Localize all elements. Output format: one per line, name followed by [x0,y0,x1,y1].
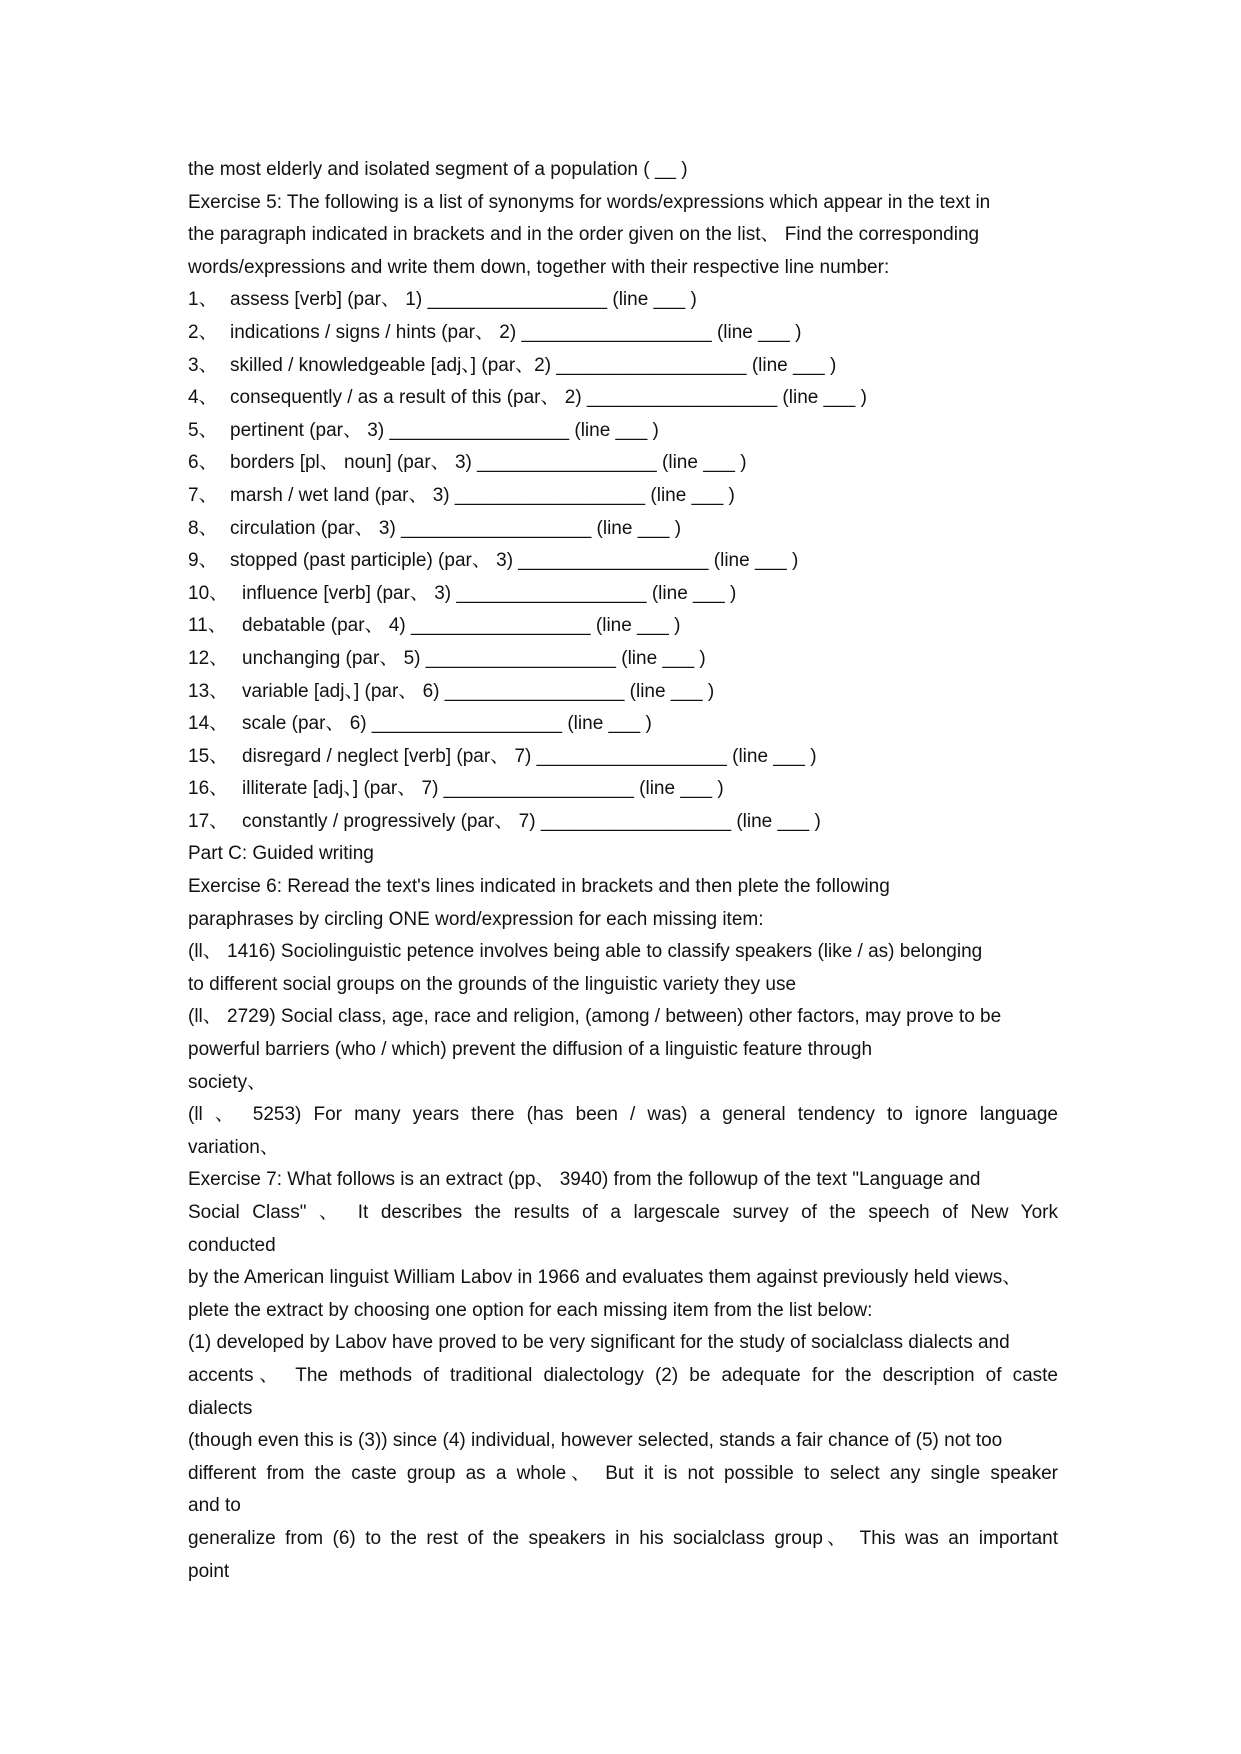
item-text: assess [verb] (par、 1) _________________ (line ___ ) [230,289,697,311]
exercise-7 [188,1164,1058,1588]
exercise-6-line: Exercise 6: Reread the text's lines indicated in brackets and then plete the following [188,876,890,898]
list-item [188,676,1058,709]
item-number: 6、 [188,452,218,474]
exercise-7-line: and to [188,1495,241,1517]
list-item [188,806,1058,839]
item-text: consequently / as a result of this (par、 2) __________________ (line ___ ) [230,387,867,409]
item-text: variable [adj、] (par、 6) _________________ (line ___ ) [242,680,715,702]
list-item [188,447,1058,480]
list-item [188,610,1058,643]
exercise-6-line: paraphrases by circling ONE word/expression for each missing item: [188,908,764,930]
item-number: 13、 [188,680,229,702]
list-item [188,480,1058,513]
item-text: borders [pl、 noun] (par、 3) _________________ (line ___ ) [230,452,747,474]
exercise-6-line: variation、 [188,1136,279,1158]
list-item [188,415,1058,448]
exercise-7-line: Exercise 7: What follows is an extract (pp、 3940) from the followup of the text "Language and [188,1169,981,1191]
item-text: influence [verb] (par、 3) __________________ (line ___ ) [242,582,737,604]
item-number: 15、 [188,745,229,767]
exercise-7-line: by the American linguist William Labov in 1966 and evaluates them against previously held views、 [188,1267,1022,1289]
exercise-7-line: point [188,1560,230,1582]
item-number: 17、 [188,810,229,832]
exercise-7-line: accents、 The methods of traditional dialectology (2) be adequate for the description of caste [188,1364,1058,1386]
item-number: 14、 [188,713,229,735]
intro-line: the most elderly and isolated segment of a population ( __ ) [188,159,688,180]
list-item [188,513,1058,546]
item-text: stopped (past participle) (par、 3) __________________ (line ___ ) [230,550,799,572]
exercise-6-line: powerful barriers (who / which) prevent the diffusion of a linguistic feature through [188,1039,873,1061]
list-item [188,284,1058,317]
list-item [188,578,1058,611]
exercise-5-heading: Exercise 5: The following is a list of synonyms for words/expressions which appear in the text in [188,191,991,213]
exercise-7-line: (though even this is (3)) since (4) individual, however selected, stands a fair chance of (5) not too [188,1430,1003,1452]
exercise-6-line: (ll、 1416) Sociolinguistic petence involves being able to classify speakers (like / as) belonging [188,941,983,963]
exercise-6-line: society、 [188,1071,267,1093]
item-number: 12、 [188,647,229,669]
exercise-7-line: dialects [188,1397,253,1419]
exercise-7-line: Social Class" 、 It describes the results of a largescale survey of the speech of New York [188,1202,1058,1223]
item-number: 8、 [188,517,218,539]
item-number: 3、 [188,354,218,376]
item-text: indications / signs / hints (par、 2) __________________ (line ___ ) [230,321,802,343]
item-number: 10、 [188,582,229,604]
list-item [188,317,1058,350]
exercise-5 [188,187,1058,839]
list-item [188,643,1058,676]
item-number: 16、 [188,778,229,800]
list-item [188,350,1058,383]
list-item [188,545,1058,578]
exercise-7-line: different from the caste group as a whole、 But it is not possible to select any single speaker [188,1462,1058,1484]
item-number: 5、 [188,419,218,441]
exercise-7-line: generalize from (6) to the rest of the speakers in his socialclass group、 This was an important [188,1527,1058,1549]
item-number: 2、 [188,321,218,343]
exercise-6-line: to different social groups on the grounds of the linguistic variety they use [188,973,797,995]
list-item [188,741,1058,774]
item-number: 9、 [188,550,218,572]
exercise-6-line: (ll 、 5253) For many years there (has been / was) a general tendency to ignore language [188,1104,1058,1126]
exercise-7-line: conducted [188,1234,276,1256]
exercise-5-heading: the paragraph indicated in brackets and in the order given on the list、 Find the corresponding [188,224,980,246]
item-text: debatable (par、 4) _________________ (line ___ ) [242,615,681,637]
item-text: skilled / knowledgeable [adj、] (par、2) __________________ (line ___ ) [230,354,837,376]
item-number: 4、 [188,387,218,409]
item-text: scale (par、 6) __________________ (line ___ ) [242,713,652,735]
item-text: marsh / wet land (par、 3) __________________ (line ___ ) [230,484,735,506]
exercise-7-line: (1) developed by Labov have proved to be very significant for the study of socialclass dialects and [188,1332,1010,1354]
exercise-6-line: (ll、 2729) Social class, age, race and religion, (among / between) other factors, may prove to be [188,1006,1002,1028]
list-item [188,382,1058,415]
exercise-6 [188,871,1058,1164]
item-text: pertinent (par、 3) _________________ (line ___ ) [230,419,659,441]
document-body [188,154,1058,1588]
list-item [188,773,1058,806]
item-text: illiterate [adj、] (par、 7) __________________ (line ___ ) [242,778,724,800]
item-text: disregard / neglect [verb] (par、 7) __________________ (line ___ ) [242,745,817,767]
part-c-heading: Part C: Guided writing [188,843,374,865]
exercise-5-heading: words/expressions and write them down, together with their respective line number: [188,256,890,278]
list-item [188,708,1058,741]
item-text: unchanging (par、 5) __________________ (line ___ ) [242,647,706,669]
item-text: circulation (par、 3) __________________ (line ___ ) [230,517,682,539]
item-number: 11、 [188,615,227,637]
item-number: 7、 [188,484,218,506]
exercise-7-line: plete the extract by choosing one option for each missing item from the list below: [188,1299,873,1321]
item-text: constantly / progressively (par、 7) __________________ (line ___ ) [242,810,821,832]
item-number: 1、 [188,289,218,311]
